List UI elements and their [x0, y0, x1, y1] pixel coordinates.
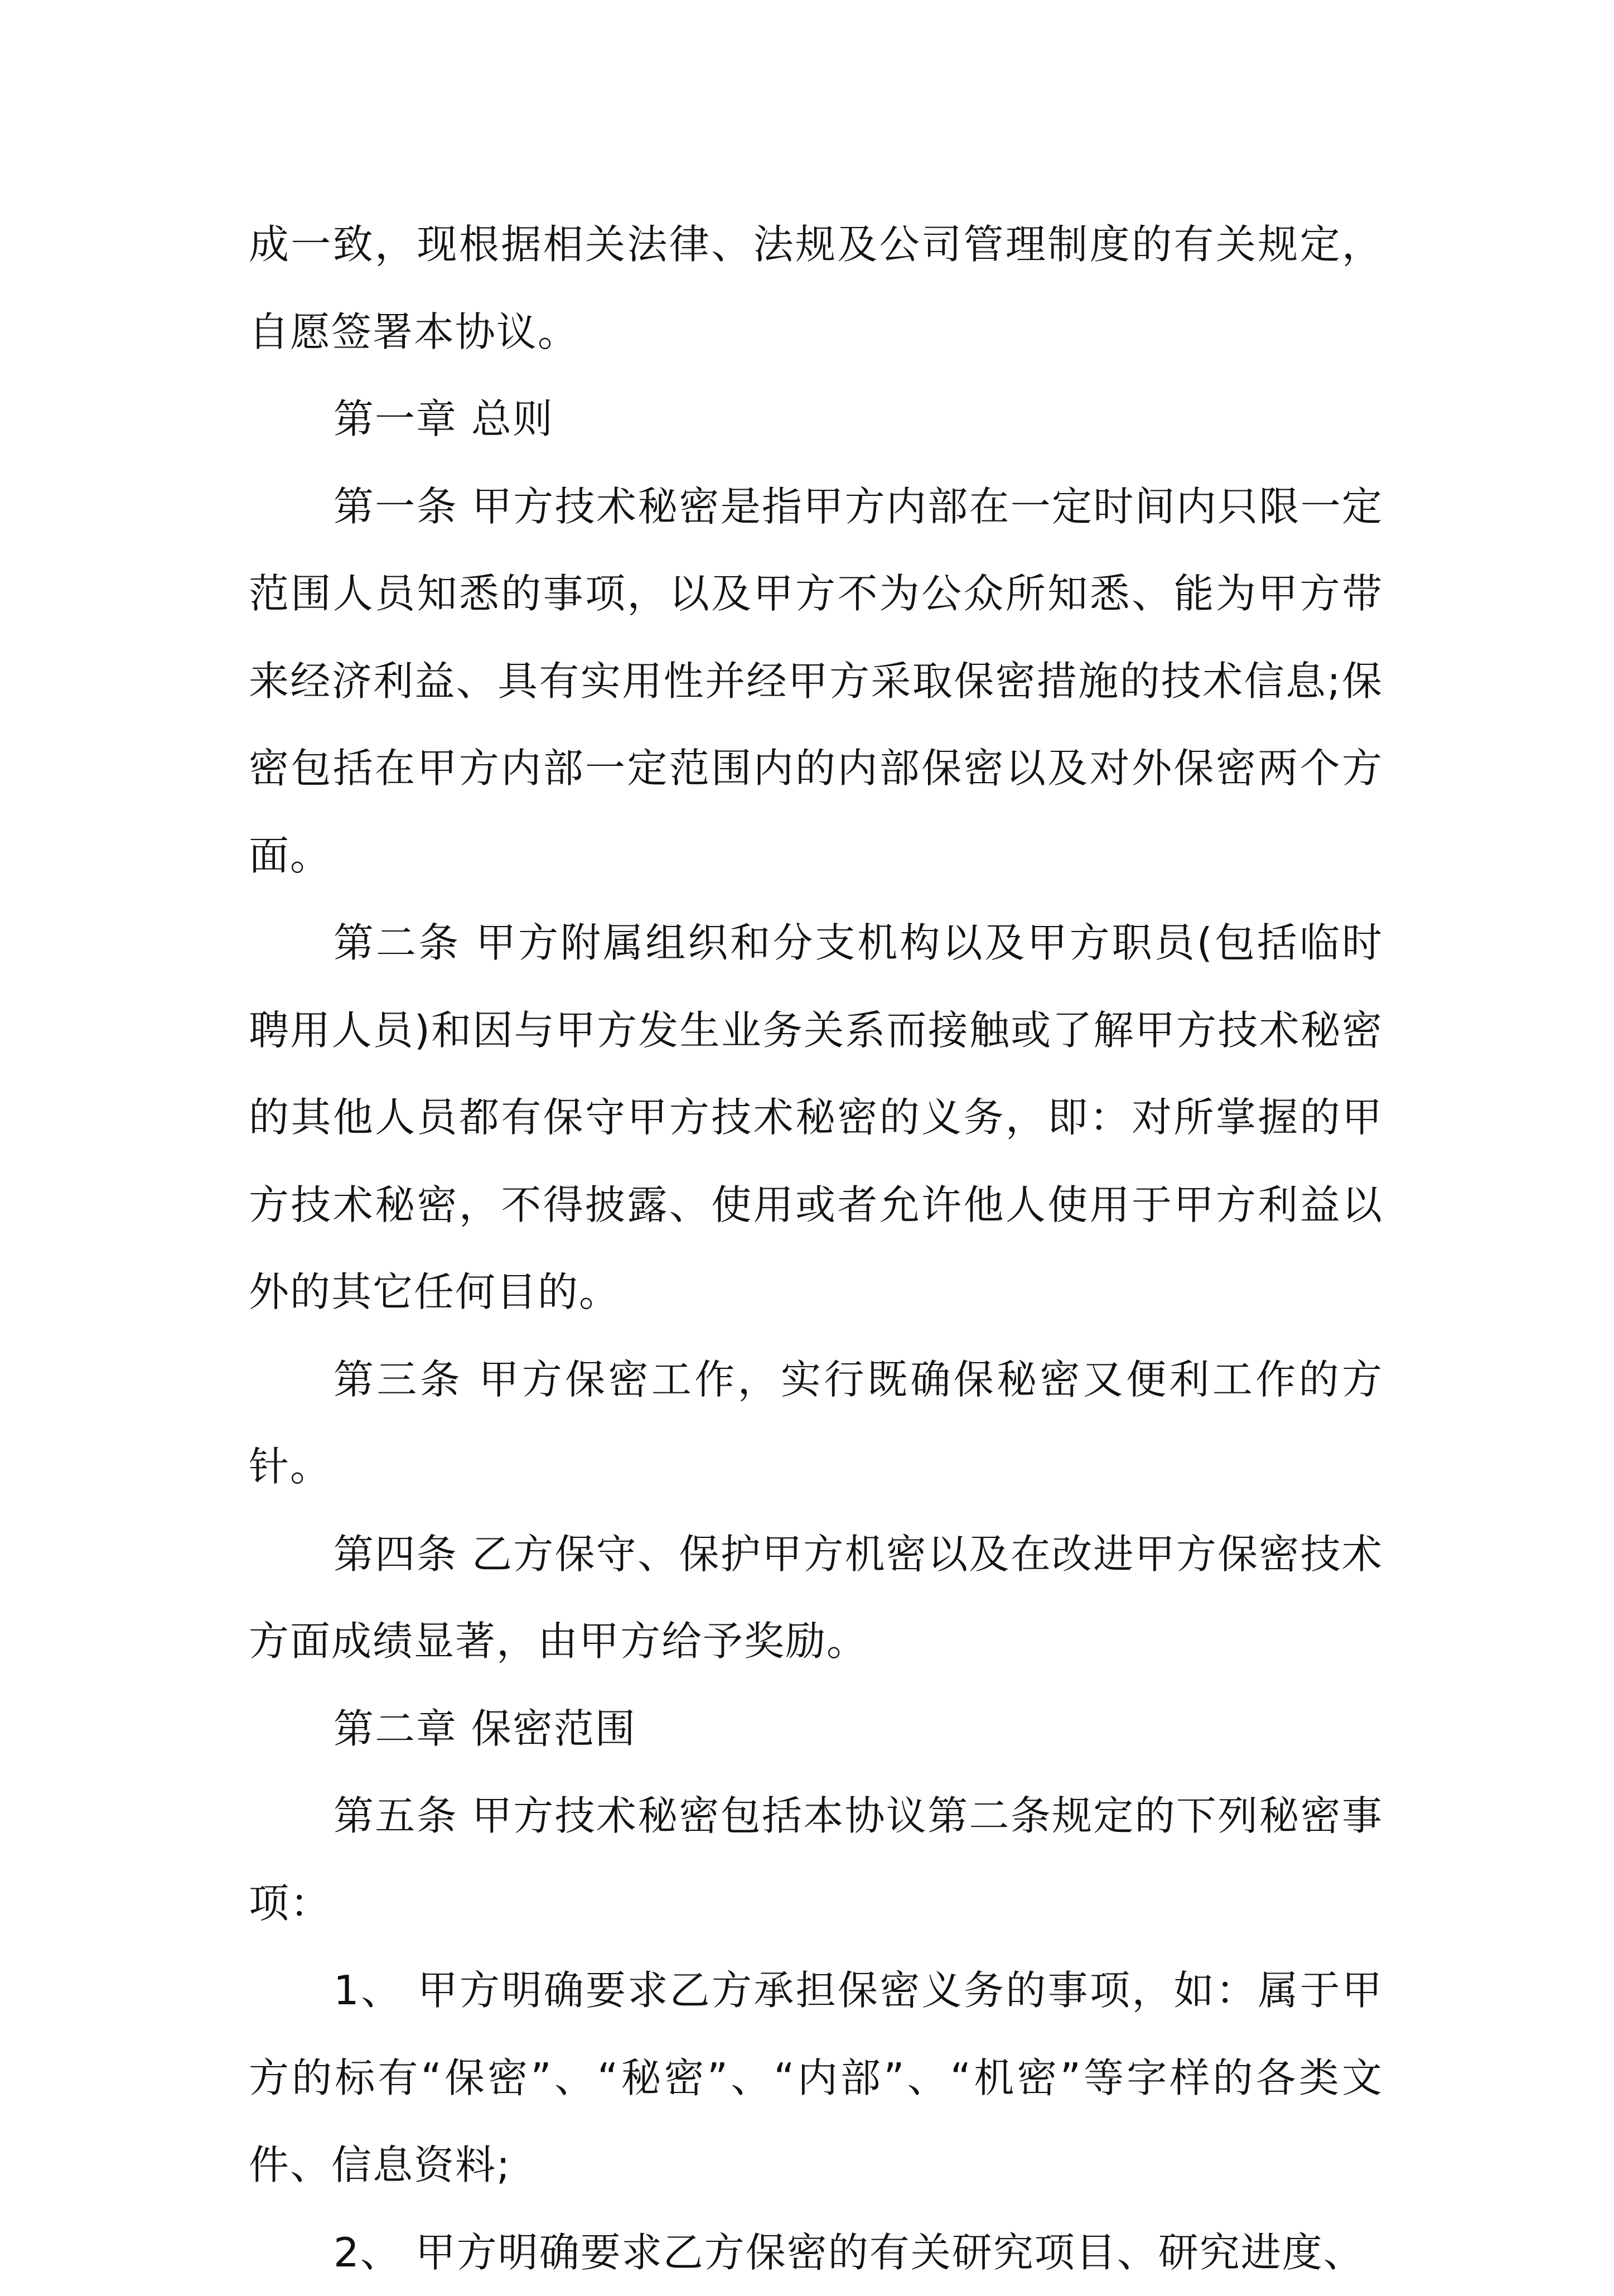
article-1: 第一条 甲方技术秘密是指甲方内部在一定时间内只限一定范围人员知悉的事项，以及甲方不为公众所知悉、能为甲方带来经济利益、具有实用性并经甲方采取保密措施的技术信息;保密包括在甲方内部一定范围内的内部保密以及对外保密两个方面。: [249, 463, 1383, 900]
list-item-1: 1、 甲方明确要求乙方承担保密义务的事项，如：属于甲方的标有“保密”、“秘密”、“内部”、“机密”等字样的各类文件、信息资料;: [249, 1947, 1383, 2209]
article-4: 第四条 乙方保守、保护甲方机密以及在改进甲方保密技术方面成绩显著，由甲方给予奖励。: [249, 1511, 1383, 1685]
chapter-1-heading: 第一章 总则: [249, 375, 1383, 463]
article-5: 第五条 甲方技术秘密包括本协议第二条规定的下列秘密事项：: [249, 1772, 1383, 1947]
chapter-2-heading: 第二章 保密范围: [249, 1685, 1383, 1773]
article-2: 第二条 甲方附属组织和分支机构以及甲方职员(包括临时聘用人员)和因与甲方发生业务关系而接触或了解甲方技术秘密的其他人员都有保守甲方技术秘密的义务，即：对所掌握的甲方技术秘密，不得披露、使用或者允许他人使用于甲方利益以外的其它任何目的。: [249, 899, 1383, 1336]
document-body: [249, 201, 1383, 2296]
paragraph-intro: 成一致，现根据相关法律、法规及公司管理制度的有关规定，自愿签署本协议。: [249, 201, 1383, 375]
list-item-2: 2、 甲方明确要求乙方保密的有关研究项目、研究进度、: [249, 2209, 1383, 2296]
article-3: 第三条 甲方保密工作，实行既确保秘密又便利工作的方针。: [249, 1336, 1383, 1511]
